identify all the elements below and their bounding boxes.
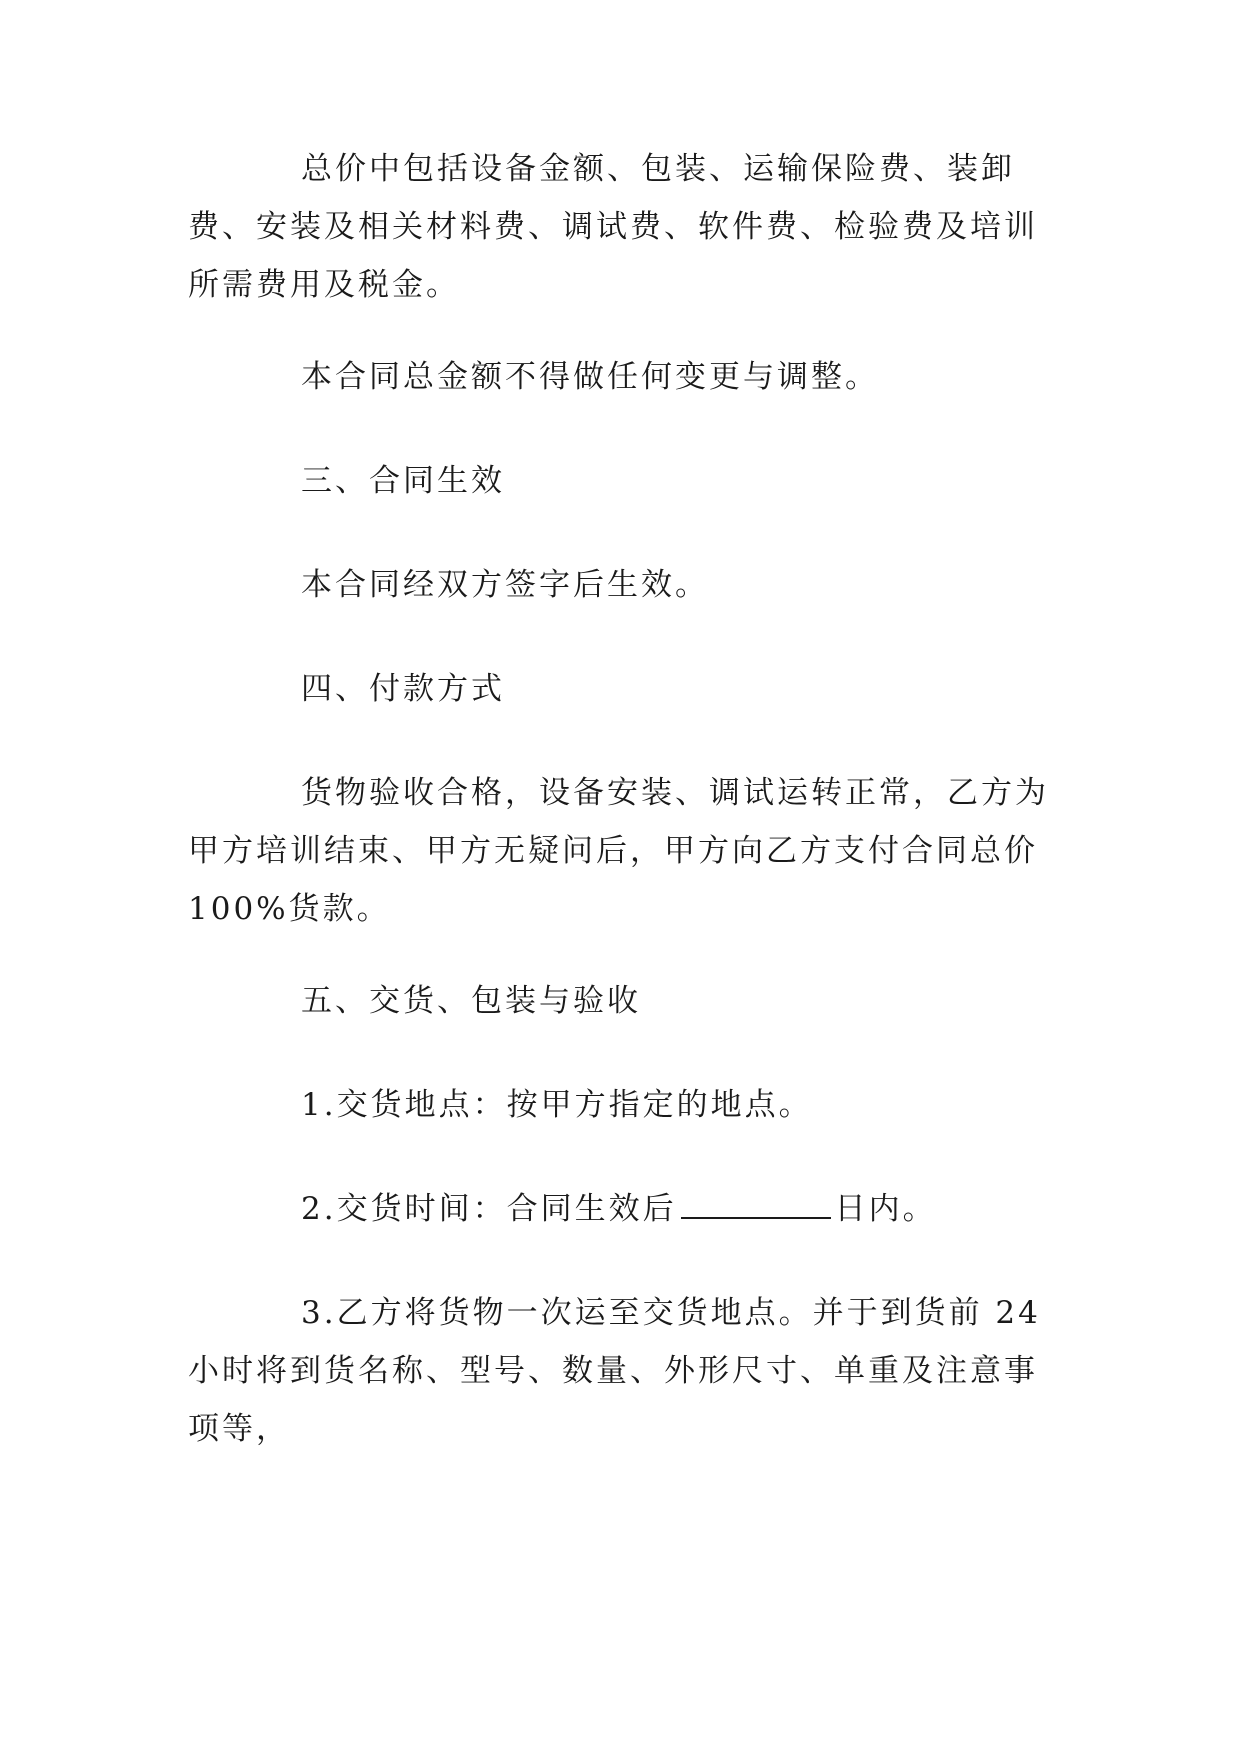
list-item-shipment-notice: 3.乙方将货物一次运至交货地点。并于到货前 24 小时将到货名称、型号、数量、外形尺寸、单重及注意事项等， xyxy=(188,1295,1041,1447)
fill-in-blank xyxy=(681,1189,831,1219)
delivery-time-suffix: 日内。 xyxy=(834,1191,937,1227)
section-heading-payment: 四、付款方式 xyxy=(301,671,505,707)
paragraph-amount-fixed: 本合同总金额不得做任何变更与调整。 xyxy=(301,359,879,395)
delivery-time-prefix: 2.交货时间：合同生效后 xyxy=(301,1191,677,1227)
list-item-delivery-time xyxy=(188,1180,1068,1238)
list-item-delivery-location: 1.交货地点：按甲方指定的地点。 xyxy=(301,1087,813,1123)
paragraph-effective-condition: 本合同经双方签字后生效。 xyxy=(301,567,709,603)
paragraph-total-price: 总价中包括设备金额、包装、运输保险费、装卸费、安装及相关材料费、调试费、软件费、检验费及培训所需费用及税金。 xyxy=(188,151,1038,303)
section-heading-delivery: 五、交货、包装与验收 xyxy=(301,983,641,1019)
paragraph-payment-terms: 货物验收合格，设备安装、调试运转正常，乙方为甲方培训结束、甲方无疑问后，甲方向乙方支付合同总价 100%货款。 xyxy=(188,775,1049,927)
section-heading-effectiveness: 三、合同生效 xyxy=(301,463,505,499)
